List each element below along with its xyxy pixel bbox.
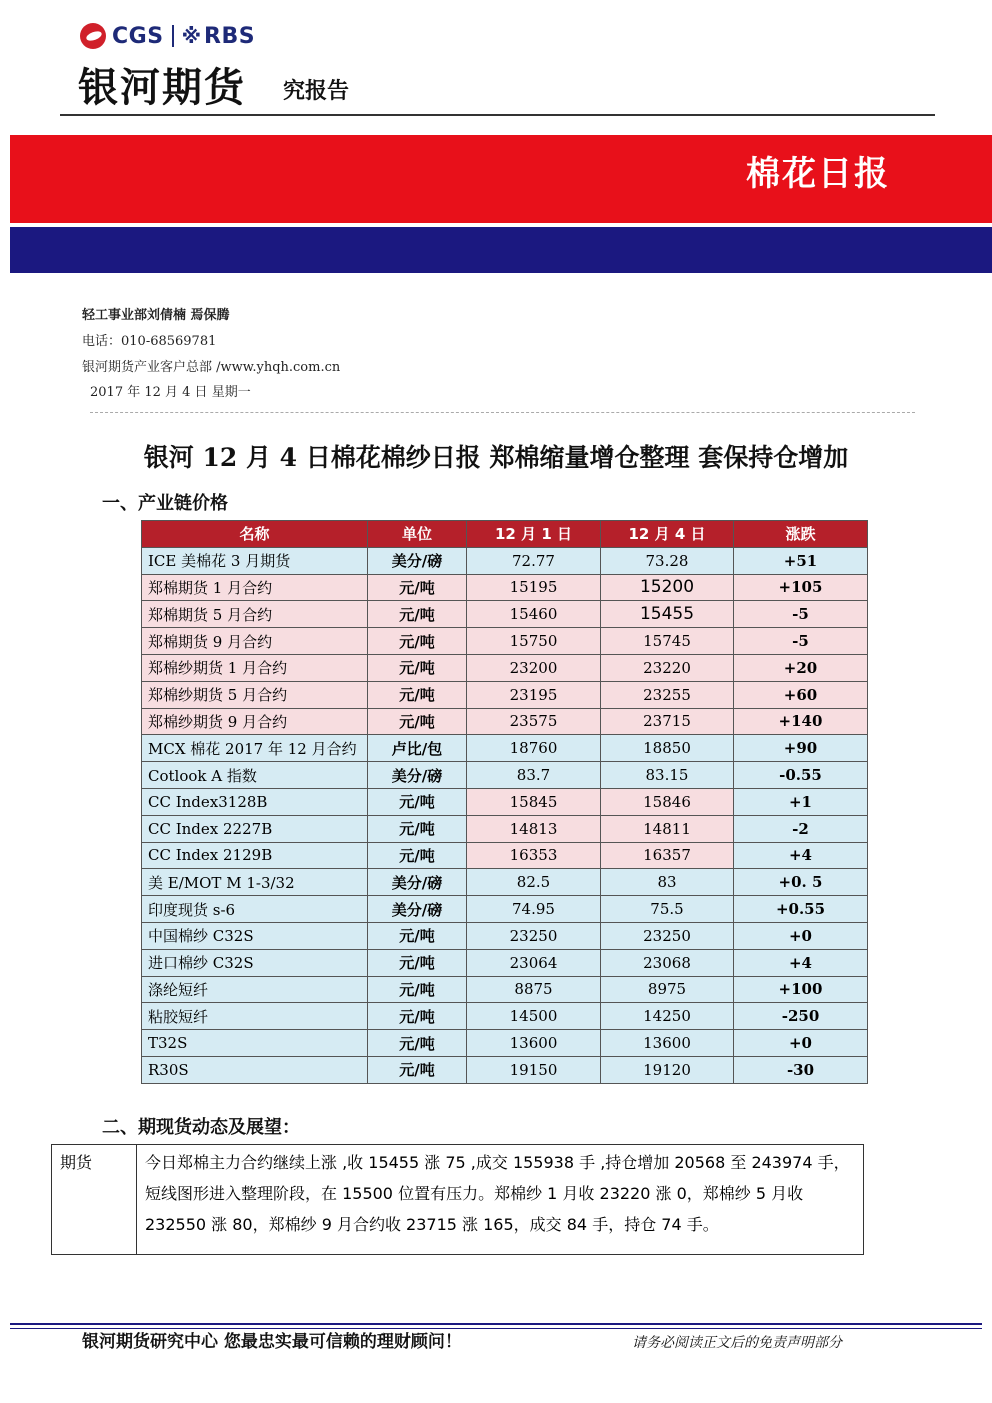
cell-d4: 16357	[601, 842, 734, 869]
cell-d1: 14813	[467, 815, 601, 842]
table-row	[142, 815, 868, 842]
cell-chg: -30	[734, 1056, 868, 1083]
cell-name: 郑棉期货 5 月合约	[142, 601, 368, 628]
cell-chg: +4	[734, 949, 868, 976]
cell-d1: 23575	[467, 708, 601, 735]
table-row	[142, 735, 868, 762]
author-line: 轻工事业部刘倩楠 焉保腾	[82, 308, 230, 323]
table-header-row	[142, 521, 868, 548]
cell-d4: 83.15	[601, 762, 734, 789]
table-row	[142, 601, 868, 628]
cell-d4: 23250	[601, 922, 734, 949]
cell-unit: 元/吨	[368, 1003, 467, 1030]
cell-d1: 72.77	[467, 547, 601, 574]
cell-name: 粘胶短纤	[142, 1003, 368, 1030]
table-row	[142, 708, 868, 735]
cell-chg: -0.55	[734, 762, 868, 789]
cell-chg: +140	[734, 708, 868, 735]
cell-chg: -5	[734, 601, 868, 628]
cell-unit: 卢比/包	[368, 735, 467, 762]
table-row	[142, 1003, 868, 1030]
cell-d1: 82.5	[467, 869, 601, 896]
table-row	[142, 949, 868, 976]
cell-d4: 75.5	[601, 896, 734, 923]
cell-d1: 74.95	[467, 896, 601, 923]
cell-chg: +105	[734, 574, 868, 601]
cell-d4: 23255	[601, 681, 734, 708]
table-row	[142, 896, 868, 923]
phone-line: 电话：010-68569781	[82, 334, 217, 349]
cell-d1: 23200	[467, 654, 601, 681]
cell-unit: 元/吨	[368, 1030, 467, 1057]
cell-d4: 83	[601, 869, 734, 896]
table-row	[142, 1056, 868, 1083]
table-row	[142, 976, 868, 1003]
table-row	[142, 1030, 868, 1057]
report-type: 究报告	[283, 79, 350, 104]
cell-unit: 元/吨	[368, 654, 467, 681]
cell-d1: 18760	[467, 735, 601, 762]
cell-d4: 73.28	[601, 547, 734, 574]
cell-d4: 14250	[601, 1003, 734, 1030]
cell-name: 印度现货 s-6	[142, 896, 368, 923]
price-table	[141, 520, 868, 1084]
table-row	[142, 574, 868, 601]
cell-unit: 元/吨	[368, 842, 467, 869]
cell-d1: 13600	[467, 1030, 601, 1057]
logo-cgs-text: CGS	[112, 23, 164, 49]
cell-d1: 15195	[467, 574, 601, 601]
cell-name: T32S	[142, 1030, 368, 1057]
dashed-divider	[90, 412, 915, 413]
commentary-table	[51, 1144, 864, 1255]
table-row	[142, 628, 868, 655]
cell-chg: +51	[734, 547, 868, 574]
table-row	[142, 788, 868, 815]
table-row	[142, 762, 868, 789]
cell-name: 郑棉纱期货 1 月合约	[142, 654, 368, 681]
cell-chg: +90	[734, 735, 868, 762]
cell-chg: +0.55	[734, 896, 868, 923]
cell-unit: 元/吨	[368, 788, 467, 815]
section-heading-outlook: 二、期现货动态及展望：	[102, 1117, 300, 1138]
header-unit: 单位	[368, 521, 467, 548]
table-row	[142, 654, 868, 681]
cell-d1: 23064	[467, 949, 601, 976]
cell-d4: 14811	[601, 815, 734, 842]
cell-unit: 元/吨	[368, 1056, 467, 1083]
commentary-text: 今日郑棉主力合约继续上涨 ,收 15455 涨 75 ,成交 155938 手 ,持仓增加 20568 至 243974 手，短线图形进入整理阶段，在 15500 位置有压力。郑棉纱 1 月收 23220 涨 0，郑棉纱 5 月收 232550 涨 80，郑棉纱 9 月合约收 23715 涨 165，成交 84 手，持仓 74 手。	[137, 1145, 864, 1255]
cell-unit: 元/吨	[368, 815, 467, 842]
company-name: 银河期货	[78, 65, 246, 111]
cell-unit: 元/吨	[368, 681, 467, 708]
cell-d1: 23195	[467, 681, 601, 708]
header-divider	[60, 114, 935, 116]
cell-chg: +0. 5	[734, 869, 868, 896]
logo-divider	[172, 25, 174, 47]
cell-d4: 15455	[601, 601, 734, 628]
section-heading-prices: 一、产业链价格	[102, 493, 228, 514]
cell-name: 郑棉期货 9 月合约	[142, 628, 368, 655]
footer-divider	[10, 1323, 982, 1325]
cell-unit: 元/吨	[368, 574, 467, 601]
cell-chg: -2	[734, 815, 868, 842]
cell-unit: 元/吨	[368, 708, 467, 735]
cell-d1: 15845	[467, 788, 601, 815]
cell-d1: 23250	[467, 922, 601, 949]
cell-name: CC Index3128B	[142, 788, 368, 815]
cell-name: R30S	[142, 1056, 368, 1083]
report-title: 银河 12 月 4 日棉花棉纱日报 郑棉缩量增仓整理 套保持仓增加	[143, 443, 849, 472]
footer-slogan: 银河期货研究中心 您最忠实最可信赖的理财顾问！	[82, 1332, 462, 1352]
cell-name: CC Index 2129B	[142, 842, 368, 869]
cell-chg: +100	[734, 976, 868, 1003]
header-name: 名称	[142, 521, 368, 548]
cell-chg: +60	[734, 681, 868, 708]
cell-unit: 元/吨	[368, 949, 467, 976]
cell-name: 涤纶短纤	[142, 976, 368, 1003]
cell-d4: 15846	[601, 788, 734, 815]
cell-name: Cotlook A 指数	[142, 762, 368, 789]
cell-unit: 元/吨	[368, 922, 467, 949]
cell-unit: 元/吨	[368, 628, 467, 655]
cell-d1: 83.7	[467, 762, 601, 789]
cell-name: 郑棉期货 1 月合约	[142, 574, 368, 601]
table-row	[142, 842, 868, 869]
table-row	[142, 547, 868, 574]
rbs-logo-icon: ※	[181, 24, 202, 48]
cell-d1: 15460	[467, 601, 601, 628]
cell-d1: 15750	[467, 628, 601, 655]
cell-unit: 美分/磅	[368, 869, 467, 896]
cgs-logo-icon	[80, 23, 106, 49]
cell-chg: -250	[734, 1003, 868, 1030]
cell-chg: +0	[734, 1030, 868, 1057]
cell-name: 美 E/MOT M 1-3/32	[142, 869, 368, 896]
commentary-label: 期货	[52, 1145, 137, 1255]
cell-name: 郑棉纱期货 5 月合约	[142, 681, 368, 708]
table-row	[142, 869, 868, 896]
cell-d4: 18850	[601, 735, 734, 762]
cell-d4: 23715	[601, 708, 734, 735]
table-row	[142, 922, 868, 949]
banner-blue-band	[10, 227, 992, 273]
cell-chg: +1	[734, 788, 868, 815]
brand-logo	[80, 22, 255, 50]
header-dec1: 12 月 1 日	[467, 521, 601, 548]
cell-name: 中国棉纱 C32S	[142, 922, 368, 949]
department-line: 银河期货产业客户总部 /www.yhqh.com.cn	[82, 360, 341, 375]
cell-name: ICE 美棉花 3 月期货	[142, 547, 368, 574]
cell-d4: 23068	[601, 949, 734, 976]
header-change: 涨跌	[734, 521, 868, 548]
cell-chg: +20	[734, 654, 868, 681]
cell-d1: 14500	[467, 1003, 601, 1030]
commentary-row	[52, 1145, 864, 1255]
cell-chg: -5	[734, 628, 868, 655]
header-dec4: 12 月 4 日	[601, 521, 734, 548]
cell-unit: 美分/磅	[368, 547, 467, 574]
cell-name: 郑棉纱期货 9 月合约	[142, 708, 368, 735]
cell-d1: 19150	[467, 1056, 601, 1083]
table-row	[142, 681, 868, 708]
cell-unit: 美分/磅	[368, 762, 467, 789]
cell-unit: 美分/磅	[368, 896, 467, 923]
cell-d4: 15200	[601, 574, 734, 601]
cell-d4: 15745	[601, 628, 734, 655]
cell-unit: 元/吨	[368, 601, 467, 628]
logo-rbs-text: RBS	[204, 23, 256, 49]
cell-chg: +4	[734, 842, 868, 869]
cell-unit: 元/吨	[368, 976, 467, 1003]
cell-d4: 19120	[601, 1056, 734, 1083]
banner-title: 棉花日报	[746, 154, 890, 194]
cell-name: 进口棉纱 C32S	[142, 949, 368, 976]
cell-d4: 13600	[601, 1030, 734, 1057]
cell-d1: 16353	[467, 842, 601, 869]
cell-d4: 23220	[601, 654, 734, 681]
cell-name: CC Index 2227B	[142, 815, 368, 842]
cell-d1: 8875	[467, 976, 601, 1003]
cell-chg: +0	[734, 922, 868, 949]
report-date: 2017 年 12 月 4 日 星期一	[90, 385, 251, 400]
cell-name: MCX 棉花 2017 年 12 月合约	[142, 735, 368, 762]
cell-d4: 8975	[601, 976, 734, 1003]
footer-disclaimer: 请务必阅读正文后的免责声明部分	[632, 1335, 842, 1351]
